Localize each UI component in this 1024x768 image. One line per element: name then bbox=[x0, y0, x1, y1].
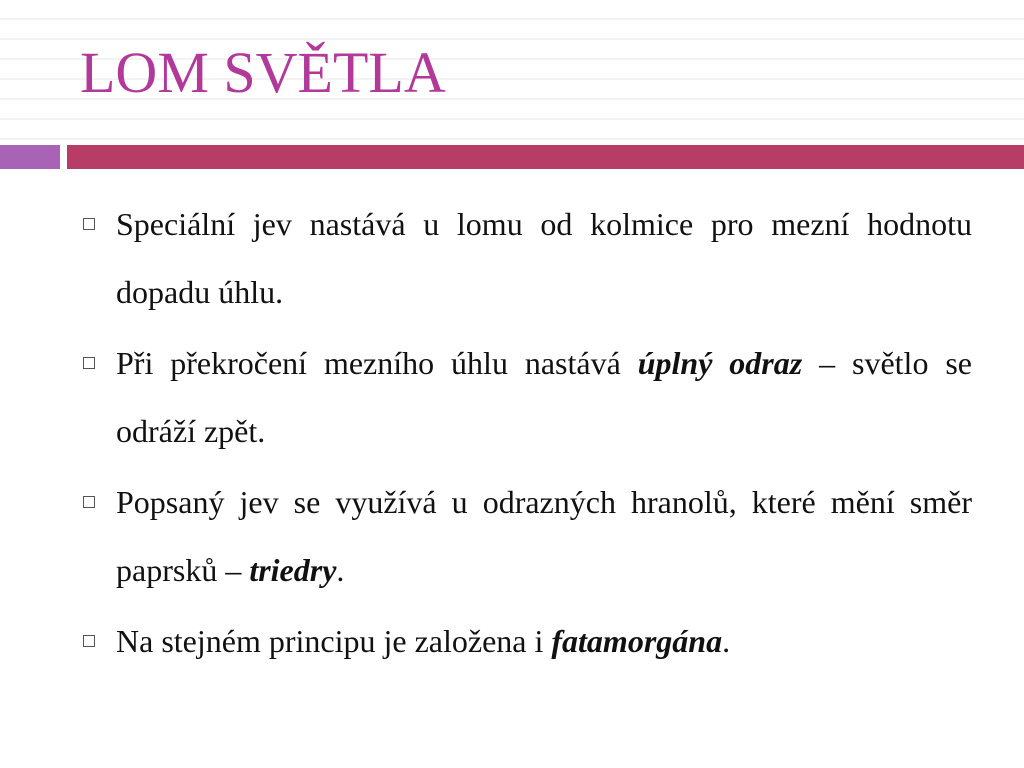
bullet-emphasis: fatamorgána bbox=[551, 623, 723, 659]
square-bullet-icon bbox=[83, 496, 95, 508]
accent-bar-right bbox=[67, 145, 1024, 169]
bullet-text-after: . bbox=[336, 552, 345, 588]
accent-bar-left bbox=[0, 145, 60, 169]
bullet-item bbox=[80, 607, 972, 675]
bullet-item bbox=[80, 329, 972, 465]
slide-title: LOM SVĚTLA bbox=[80, 40, 446, 105]
bullet-emphasis: úplný odraz bbox=[637, 345, 803, 381]
square-bullet-icon bbox=[83, 218, 95, 230]
bullet-text: Při překročení mezního úhlu nastává bbox=[116, 345, 638, 381]
square-bullet-icon bbox=[83, 357, 95, 369]
bullet-list bbox=[80, 190, 972, 678]
bullet-text-after: – světlo se odráží zpět. bbox=[116, 345, 973, 449]
bullet-text-after: . bbox=[722, 623, 731, 659]
bullet-text: Na stejném principu je založena i bbox=[116, 623, 552, 659]
bullet-item bbox=[80, 468, 972, 604]
bullet-text: Popsaný jev se využívá u odrazných hranolů, které mění směr paprsků – bbox=[116, 484, 972, 588]
bullet-text: Speciální jev nastává u lomu od kolmice pro mezní hodnotu dopadu úhlu. bbox=[116, 206, 972, 310]
bullet-item bbox=[80, 190, 972, 326]
square-bullet-icon bbox=[83, 635, 95, 647]
bullet-emphasis: triedry bbox=[249, 552, 337, 588]
